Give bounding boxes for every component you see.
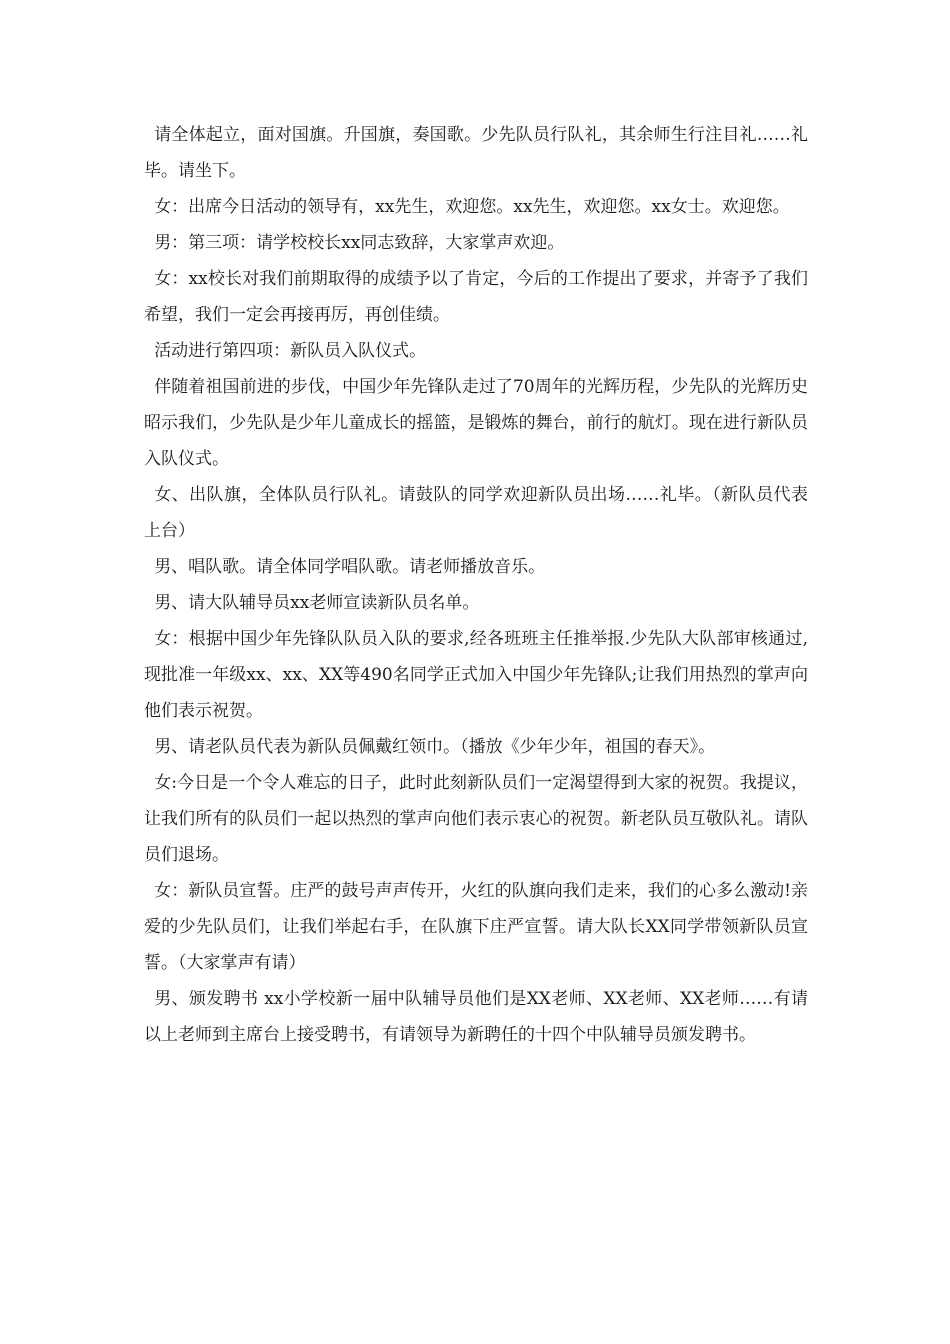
paragraph-11: 男、请老队员代表为新队员佩戴红领巾。（播放《少年少年，祖国的春天》。	[154, 737, 716, 757]
paragraph-6: 伴随着祖国前进的步伐，中国少年先锋队走过了70周年的光辉历程，少先队的光辉历史昭示我们，少先队是少年儿童成长的摇篮，是锻炼的舞台，前行的航灯。现在进行新队员入队仪式。	[144, 377, 808, 469]
paragraph-14: 男、颁发聘书 xx小学校新一届中队辅导员他们是XX老师、XX老师、XX老师……有请以上老师到主席台上接受聘书，有请领导为新聘任的十四个中队辅导员颁发聘书。	[144, 989, 808, 1045]
paragraph-13: 女：新队员宣誓。庄严的鼓号声声传开，火红的队旗向我们走来，我们的心多么激动!亲爱的少先队员们，让我们举起右手，在队旗下庄严宣誓。请大队长XX同学带领新队员宣誓。（大家掌声有请）	[144, 881, 808, 973]
paragraph-8: 男、唱队歌。请全体同学唱队歌。请老师播放音乐。	[154, 557, 546, 577]
paragraph-10: 女：根据中国少年先锋队队员入队的要求,经各班班主任推举报.少先队大队部审核通过,现批准一年级xx、xx、XX等490名同学正式加入中国少年先锋队;让我们用热烈的掌声向他们表示祝贺。	[144, 629, 808, 721]
paragraph-5: 活动进行第四项：新队员入队仪式。	[154, 341, 427, 361]
paragraph-9: 男、请大队辅导员xx老师宣读新队员名单。	[154, 593, 480, 613]
paragraph-4: 女：xx校长对我们前期取得的成绩予以了肯定，今后的工作提出了要求，并寄予了我们希望，我们一定会再接再厉，再创佳绩。	[144, 269, 808, 325]
paragraph-2: 女：出席今日活动的领导有，xx先生，欢迎您。xx先生，欢迎您。xx女士。欢迎您。	[154, 197, 790, 217]
paragraph-1: 请全体起立，面对国旗。升国旗，奏国歌。少先队员行队礼，其余师生行注目礼……礼毕。请坐下。	[144, 125, 808, 181]
document-body	[144, 117, 808, 1053]
paragraph-7: 女、出队旗，全体队员行队礼。请鼓队的同学欢迎新队员出场……礼毕。（新队员代表上台）	[144, 485, 808, 541]
paragraph-3: 男：第三项：请学校校长xx同志致辞，大家掌声欢迎。	[154, 233, 565, 253]
paragraph-12: 女:今日是一个令人难忘的日子，此时此刻新队员们一定渴望得到大家的祝贺。我提议，让我们所有的队员们一起以热烈的掌声向他们表示衷心的祝贺。新老队员互敬队礼。请队员们退场。	[144, 773, 808, 865]
